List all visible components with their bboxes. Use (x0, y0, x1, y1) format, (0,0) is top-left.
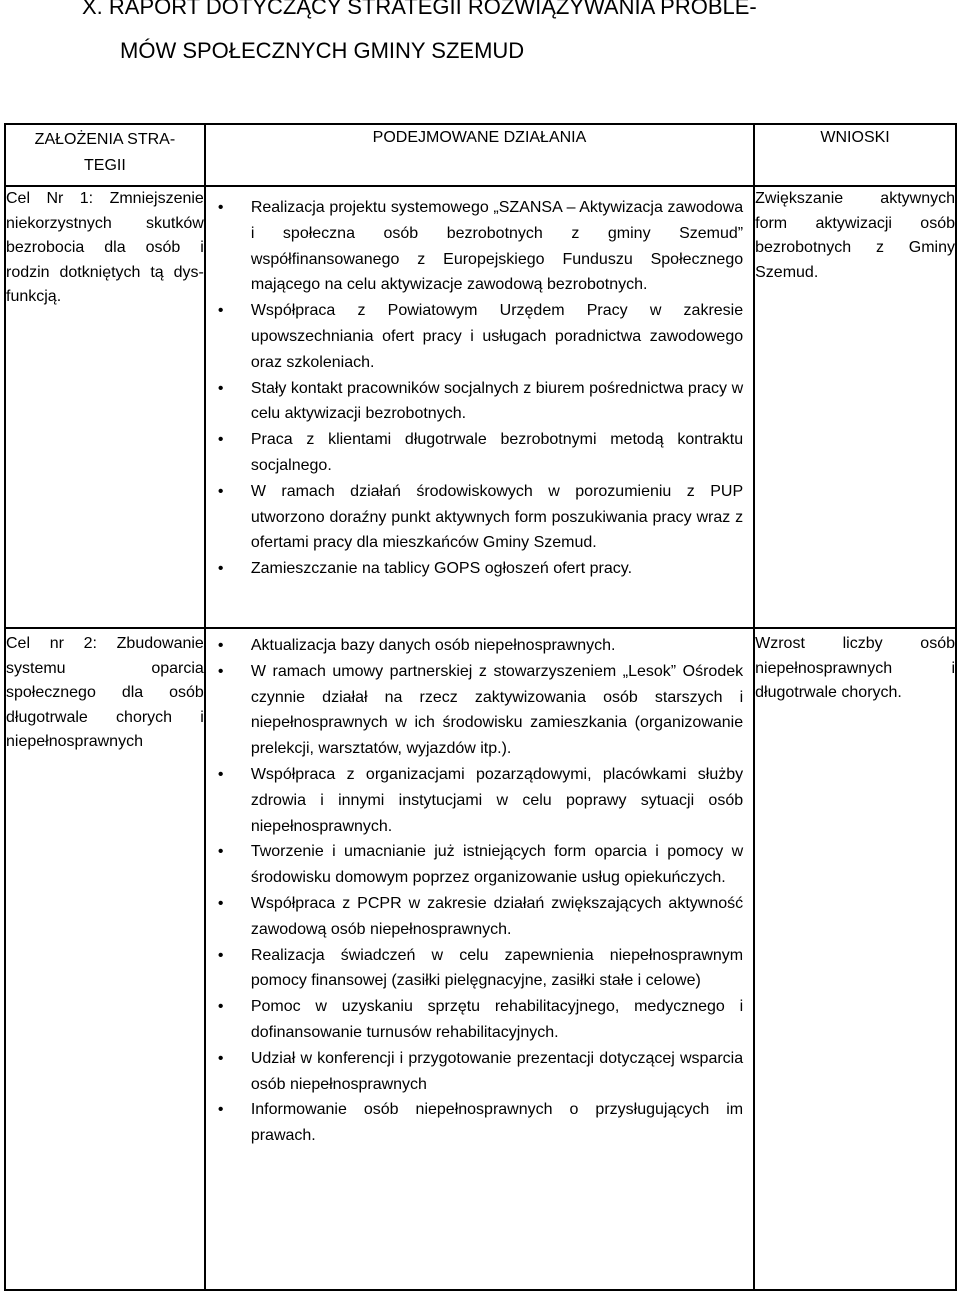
header-strategy-assumptions (5, 124, 205, 186)
header-strategy-assumptions-line-2: TEGII (84, 157, 126, 174)
header-strategy-assumptions-line-1: ZAŁOŻENIA STRA- (34, 131, 176, 148)
list-item: • Współpraca z Powiatowym Urzędem Pracy w zakresie upowszechniania ofert pracy i usługach poradnictwa zawodowego oraz szkoleniach. (206, 298, 743, 375)
list-item: • Realizacja świadczeń w celu zapewnienia niepełnosprawnym pomocy finansowej (zasiłki pielęgnacyjne, zasiłki stałe i celowe) (206, 943, 743, 995)
table-header-row (5, 124, 956, 186)
list-item: • Pomoc w uzyskaniu sprzętu rehabilitacyjnego, medycznego i dofinansowanie turnusów rehabilitacyjnych. (206, 994, 743, 1046)
list-item: • Informowanie osób niepełnosprawnych o przysługujących im prawach. (206, 1097, 743, 1149)
list-item: • Zamieszczanie na tablicy GOPS ogłoszeń ofert pracy. (206, 556, 743, 582)
list-item: • Aktualizacja bazy danych osób niepełnosprawnych. (206, 633, 743, 659)
list-item: • W ramach umowy partnerskiej z stowarzyszeniem „Lesok” Ośrodek czynnie działał na rzecz zaktywizowania osób starszych i niepełnosprawnych w ich środowisku zamieszkania (organizowanie prelekcji, warsztatów, wyjazdów itp.). (206, 659, 743, 762)
goal-cell: Cel nr 2: Zbudowanie systemu oparcia społecznego dla osób długotrwale chorych i niepełnosprawnych (5, 628, 205, 1290)
header-conclusions: WNIOSKI (754, 124, 956, 186)
list-item: • Udział w konferencji i przygotowanie prezentacji dotyczącej wsparcia osób niepełnosprawnych (206, 1046, 743, 1098)
list-item: • Tworzenie i umacnianie już istniejących form oparcia i pomocy w środowisku domowym poprzez organizowanie usług opiekuńczych. (206, 839, 743, 891)
list-item: • Współpraca z PCPR w zakresie działań zwiększających aktywność zawodową osób niepełnosprawnych. (206, 891, 743, 943)
list-item: • Stały kontakt pracowników socjalnych z biurem pośrednictwa pracy w celu aktywizacji bezrobotnych. (206, 376, 743, 428)
page-title-line-1: X. RAPORT DOTYCZĄCY STRATEGII ROZWIĄZYWANIA PROBLE- (82, 0, 757, 19)
page-title-line-2: MÓW SPOŁECZNYCH GMINY SZEMUD (120, 38, 525, 63)
actions-list (206, 187, 753, 582)
list-item: • W ramach działań środowiskowych w porozumieniu z PUP utworzono doraźny punkt aktywnych form poszukiwania pracy wraz z ofertami pracy dla mieszkańców Gminy Szemud. (206, 479, 743, 556)
list-item: • Realizacja projektu systemowego „SZANSA – Aktywizacja zawodowa i społeczna osób bezrobotnych z gminy Szemud” współfinansowanego z Europejskiego Funduszu Społecznego mającego na celu aktywizacje zawodową bezrobotnych. (206, 195, 743, 298)
list-item: • Współpraca z organizacjami pozarządowymi, placówkami służby zdrowia i innymi instytucjami w celu poprawy sytuacji osób niepełnosprawnych. (206, 762, 743, 839)
page-title (82, 0, 942, 66)
list-item: • Praca z klientami długotrwale bezrobotnymi metodą kontraktu socjalnego. (206, 427, 743, 479)
actions-cell (205, 628, 754, 1290)
conclusion-cell: Zwiększanie aktywnych form aktywizacji osób bezrobotnych z Gminy Szemud. (754, 186, 956, 628)
goal-cell: Cel Nr 1: Zmniejszenie niekorzystnych skutków bezrobocia dla osób i rodzin dotkniętych tą dysfunkcją. (5, 186, 205, 628)
conclusion-cell: Wzrost liczby osób niepełnosprawnych i długotrwale chorych. (754, 628, 956, 1290)
actions-list (206, 629, 753, 1149)
table-row (5, 628, 956, 1290)
table-row (5, 186, 956, 628)
actions-cell (205, 186, 754, 628)
strategy-report-table (4, 123, 957, 1291)
header-actions-taken: PODEJMOWANE DZIAŁANIA (205, 124, 754, 186)
